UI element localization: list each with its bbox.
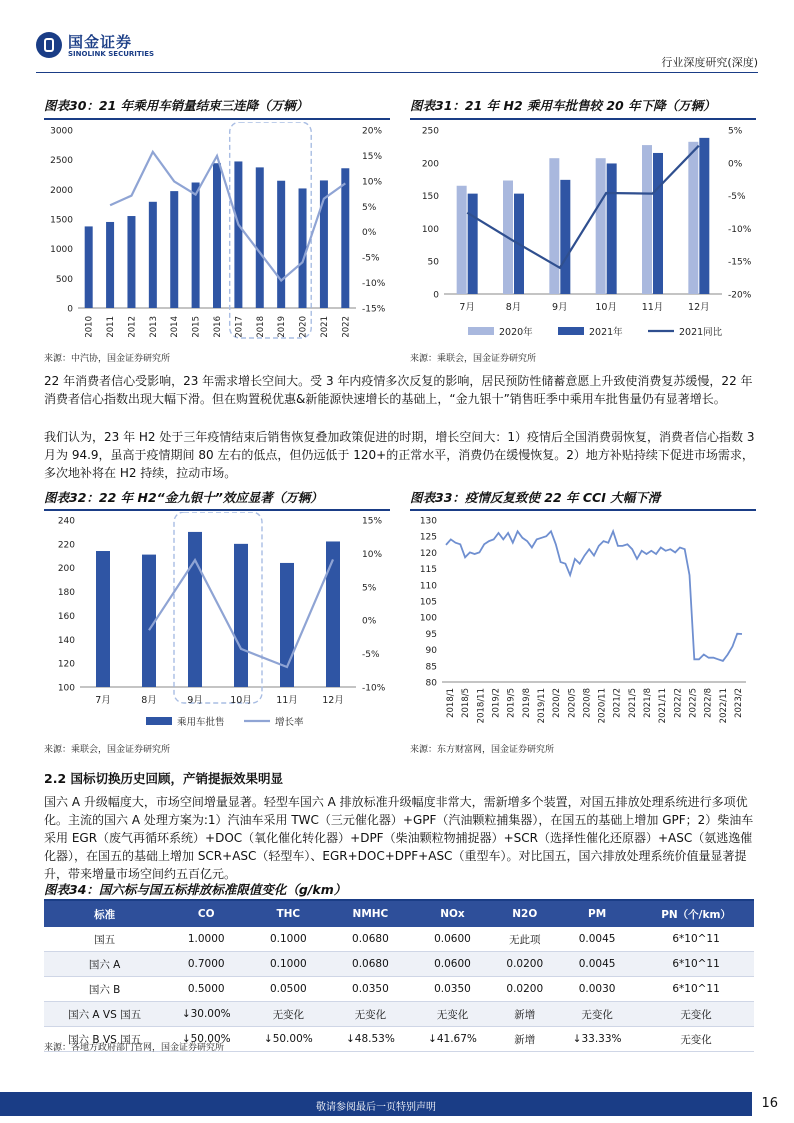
x-tick-label: 2021/11 [658,688,669,724]
table-header-row [44,901,754,927]
x-tick-label: 2015 [191,316,202,338]
legend-swatch [558,327,584,335]
table-cell: ↓33.33% [556,1027,638,1052]
bar [234,544,248,687]
table-cell: 无变化 [556,1002,638,1027]
y-tick-right: 10% [362,549,383,560]
legend-label: 2021同比 [679,327,723,338]
x-tick-label: 11月 [276,695,298,706]
bar [127,216,135,308]
y-tick-left: 120 [57,659,75,670]
table-row [44,952,754,977]
table-cell: 0.0680 [329,927,411,952]
table-header: PM [556,901,638,927]
bar [234,161,242,308]
x-tick-label: 11月 [641,302,664,313]
bar [192,183,200,308]
x-tick-label: 9月 [187,695,203,706]
table-cell: 0.0600 [411,952,493,977]
table-cell: 0.5000 [165,977,247,1002]
fig32-source: 来源：乘联会，国金证券研究所 [44,745,171,755]
bar [170,191,178,308]
x-tick-label: 2019/2 [491,688,502,718]
table-cell: 0.0200 [494,977,557,1002]
x-tick-label: 2019/5 [506,688,517,718]
x-tick-label: 2022 [341,316,352,338]
y-tick-left: 130 [419,516,437,527]
y-tick-right: -5% [362,650,380,661]
y-tick-right: -20% [728,290,752,301]
y-tick-left: 1000 [50,245,73,256]
y-tick-left: 120 [419,548,437,559]
table-cell: 国五 [44,927,165,952]
y-tick-left: 100 [57,683,75,694]
x-tick-label: 2021 [319,316,330,338]
x-tick-label: 12月 [688,302,710,313]
table-cell: 6*10^11 [638,977,754,1002]
y-tick-right: -10% [362,279,386,290]
x-tick-label: 8月 [141,695,157,706]
table-cell: 无变化 [411,1002,493,1027]
x-tick-label: 2021/5 [627,688,638,718]
x-tick-label: 2018/5 [461,688,472,718]
y-tick-right: 5% [362,583,377,594]
y-tick-left: 160 [57,611,75,622]
x-tick-label: 2022/8 [703,688,714,718]
legend-swatch [146,717,172,725]
page-number: 16 [761,1096,778,1111]
x-tick-label: 2010 [84,316,95,338]
table-cell: 国六 A VS 国五 [44,1002,165,1027]
bar [341,168,349,308]
x-tick-label: 2020/5 [567,688,578,718]
x-tick-label: 2020/8 [582,688,593,718]
y-tick-left: 100 [421,224,439,235]
y-tick-left: 50 [427,257,439,268]
header-divider [36,72,758,73]
bar [457,186,467,294]
y-tick-left: 240 [57,516,75,527]
highlight-box [174,512,262,703]
y-tick-left: 110 [419,581,437,592]
x-tick-label: 12月 [322,695,344,706]
y-tick-right: -5% [362,253,380,264]
x-tick-label: 10月 [230,695,252,706]
x-tick-label: 2018/1 [446,688,456,718]
table-cell: 1.0000 [165,927,247,952]
y-tick-left: 180 [57,588,75,599]
table-header: NMHC [329,901,411,927]
y-tick-left: 90 [425,646,437,657]
bar [560,180,570,294]
fig31-source: 来源：乘联会，国金证券研究所 [410,354,537,364]
x-tick-label: 9月 [552,302,568,313]
bar [642,145,652,294]
bar [326,541,340,687]
table-cell: ↓48.53% [329,1027,411,1052]
fig34-title: 图表34：国六标与国五标排放标准限值变化（g/km） [44,882,347,897]
table-cell: 6*10^11 [638,952,754,977]
x-tick-label: 2018 [255,316,266,338]
y-tick-left: 140 [57,635,75,646]
y-tick-right: 5% [728,126,743,137]
table-header: N2O [494,901,557,927]
y-tick-left: 80 [425,678,437,689]
y-tick-left: 500 [55,274,73,285]
series-line [110,152,345,281]
report-type: 行业深度研究(深度) [661,56,758,69]
table-cell: 新增 [494,1002,557,1027]
y-tick-left: 250 [421,126,439,137]
emission-table [44,901,754,1052]
fig32-title: 图表32：22 年 H2“金九银十”效应显著（万辆） [44,490,323,505]
y-tick-right: 20% [362,126,383,137]
x-tick-label: 2020 [298,316,309,338]
table-header: PN（个/km） [638,901,754,927]
bar [213,163,221,308]
table-cell: ↓30.00% [165,1002,247,1027]
y-tick-left: 1500 [50,215,73,226]
table-cell: 无此项 [494,927,557,952]
x-tick-label: 2017 [234,316,245,338]
table-cell: 国六 A [44,952,165,977]
footer-notice: 敬请参阅最后一页特别声明 [316,1102,436,1113]
table-cell: 0.0045 [556,952,638,977]
table-cell: 0.1000 [247,952,329,977]
bar [653,153,663,294]
y-tick-left: 2500 [50,156,73,167]
bar [188,532,202,687]
y-tick-right: 10% [362,177,383,188]
y-tick-left: 150 [421,192,439,203]
paragraph-2: 我们认为，23 年 H2 处于三年疫情结束后销售恢复叠加政策促进的时期，增长空间大：1）疫情后全国消费弱恢复，消费者信心指数 3 月为 94.9，虽高于疫情期间 80 左右的低点，但仍远低于 120+的正常水平，消费仍在缓慢恢复。2）地方补贴持续下促进市场需求，多次地补将在 H2 持续，拉动市场。 [44,430,755,480]
bar [688,142,698,294]
fig33-source: 来源：东方财富网，国金证券研究所 [410,745,555,755]
table-row [44,927,754,952]
bar [299,188,307,308]
y-tick-left: 125 [419,532,437,543]
fig34-source: 来源：各地方政府部门官网，国金证券研究所 [44,1043,225,1053]
bar [277,181,285,308]
x-tick-label: 2020/11 [597,688,608,724]
x-tick-label: 2021/8 [643,688,654,718]
y-tick-left: 95 [425,629,437,640]
fig30-rule [44,118,390,120]
y-tick-right: 0% [362,616,377,627]
bar [549,158,559,294]
y-tick-right: -5% [728,192,746,203]
table-cell: 0.0350 [411,977,493,1002]
table-cell: 0.0045 [556,927,638,952]
x-tick-label: 2019 [277,316,288,338]
table-cell: ↓50.00% [247,1027,329,1052]
table-cell: ↓41.67% [411,1027,493,1052]
table-cell: 无变化 [638,1002,754,1027]
y-tick-left: 0 [67,304,73,315]
y-tick-left: 200 [57,564,75,575]
x-tick-label: 2019/8 [521,688,532,718]
x-tick-label: 2021/2 [612,688,623,718]
table-cell: 0.0680 [329,952,411,977]
legend-label: 乘用车批售 [177,717,225,728]
bar [596,158,606,294]
x-tick-label: 2019/11 [536,688,547,724]
x-tick-label: 2014 [170,316,181,338]
fig32-chart [40,512,396,732]
table-header: THC [247,901,329,927]
bar [699,138,709,294]
table-header: CO [165,901,247,927]
bar [96,551,110,687]
fig33-title: 图表33：疫情反复致使 22 年 CCI 大幅下滑 [410,490,661,505]
y-tick-left: 100 [419,613,437,624]
bar [607,163,617,294]
table-cell: 国六 B [44,977,165,1002]
fig33-chart [406,512,762,734]
y-tick-right: 15% [362,516,383,527]
y-tick-left: 85 [425,662,437,673]
paragraph-1: 22 年消费者信心受影响，23 年需求增长空间大。受 3 年内疫情多次反复的影响，居民预防性储蓄意愿上升致使消费复苏缓慢，22 年消费者信心指数出现大幅下滑。但在购置税优惠&新能源快速增长的基础上，“金九银十”销售旺季中乘用车批售量仍有显著增长。 [44,374,753,406]
table-cell: 无变化 [329,1002,411,1027]
y-tick-left: 105 [419,597,437,608]
x-tick-label: 7月 [459,302,475,313]
fig33-rule [410,509,756,511]
y-tick-right: 15% [362,151,383,162]
bar [256,167,264,308]
y-tick-right: -15% [728,257,752,268]
table-row [44,1002,754,1027]
logo-cn: 国金证券 [68,33,133,51]
section-title: 2.2 国标切换历史回顾，产销提振效果明显 [44,771,283,786]
paragraph-3: 国六 A 升级幅度大，市场空间增量显著。轻型车国六 A 排放标准升级幅度非常大，需新增多个装置，对国五排放处理系统进行多项优化。主流的国六 A 处理方案为:1）汽油车采用 TWC（三元催化器）+GPF（汽油颗粒捕集器），在国五的基础上增加 GPF；2）柴油车采用 EGR（废气再循环系统）+DOC（氧化催化转化器）+DPF（柴油颗粒物捕捉器）+SCR（选择性催化还原器）+ASC（氨逃逸催化器），在国五的基础上增加 SCR+ASC（轻型车）、EGR+DOC+DPF+ASC（重型车）。对比国五，国六排放处理系统价值量显著提升，带来增量市场空间约五百亿元。 [44,795,754,881]
series-line [467,146,699,268]
table-cell: 无变化 [638,1027,754,1052]
legend-label: 2020年 [499,327,533,338]
legend-swatch [468,327,494,335]
table-cell: 新增 [494,1027,557,1052]
x-tick-label: 2016 [213,316,223,338]
table-cell: 0.0200 [494,952,557,977]
x-tick-label: 2022/11 [718,688,729,724]
x-tick-label: 2011 [106,316,117,338]
bar [85,226,93,308]
fig30-title: 图表30：21 年乘用车销量结束三连降（万辆） [44,98,309,113]
brand-logo [36,30,176,62]
x-tick-label: 2020/2 [552,688,563,718]
y-tick-left: 0 [433,290,439,301]
fig31-title: 图表31：21 年 H2 乘用车批售较 20 年下降（万辆） [410,98,716,113]
table-cell: 6*10^11 [638,927,754,952]
legend-label: 增长率 [275,717,304,728]
y-tick-left: 115 [419,565,437,576]
fig30-source: 来源：中汽协，国金证券研究所 [44,354,171,364]
fig31-rule [410,118,756,120]
x-tick-label: 2022/5 [688,688,699,718]
y-tick-left: 220 [57,540,75,551]
y-tick-right: 0% [362,228,377,239]
y-tick-right: 0% [728,159,743,170]
fig30-chart [40,122,396,346]
y-tick-left: 3000 [50,126,73,137]
y-tick-right: -10% [728,224,752,235]
bar [106,222,114,308]
x-tick-label: 10月 [595,302,617,313]
table-cell: ↓50.00% [165,1027,247,1052]
x-tick-label: 2012 [127,316,138,338]
logo-en: SINOLINK SECURITIES [68,50,155,58]
x-tick-label: 2023/2 [734,688,744,718]
x-tick-label: 2013 [148,316,159,338]
x-tick-label: 8月 [505,302,522,313]
table-row [44,977,754,1002]
table-cell: 0.0500 [247,977,329,1002]
cci-line [446,531,742,661]
table-cell: 0.0600 [411,927,493,952]
legend-label: 2021年 [589,327,623,338]
table-header: 标准 [44,901,165,927]
x-tick-label: 7月 [95,695,111,706]
table-cell: 0.0030 [556,977,638,1002]
table-cell: 国六 B VS 国五 [44,1027,165,1052]
table-cell: 0.0350 [329,977,411,1002]
table-cell: 0.1000 [247,927,329,952]
bar [280,563,294,687]
fig31-chart [406,122,762,346]
fig32-rule [44,509,390,511]
table-cell: 0.7000 [165,952,247,977]
y-tick-right: -15% [362,304,386,315]
table-header: NOx [411,901,493,927]
x-tick-label: 2018/11 [476,688,487,724]
y-tick-left: 2000 [50,185,73,196]
bar [468,194,478,294]
y-tick-right: 5% [362,202,377,213]
y-tick-right: -10% [362,683,386,694]
table-cell: 无变化 [247,1002,329,1027]
x-tick-label: 2022/2 [673,688,684,718]
logo-icon [36,32,62,58]
bar [149,202,157,308]
y-tick-left: 200 [421,159,439,170]
